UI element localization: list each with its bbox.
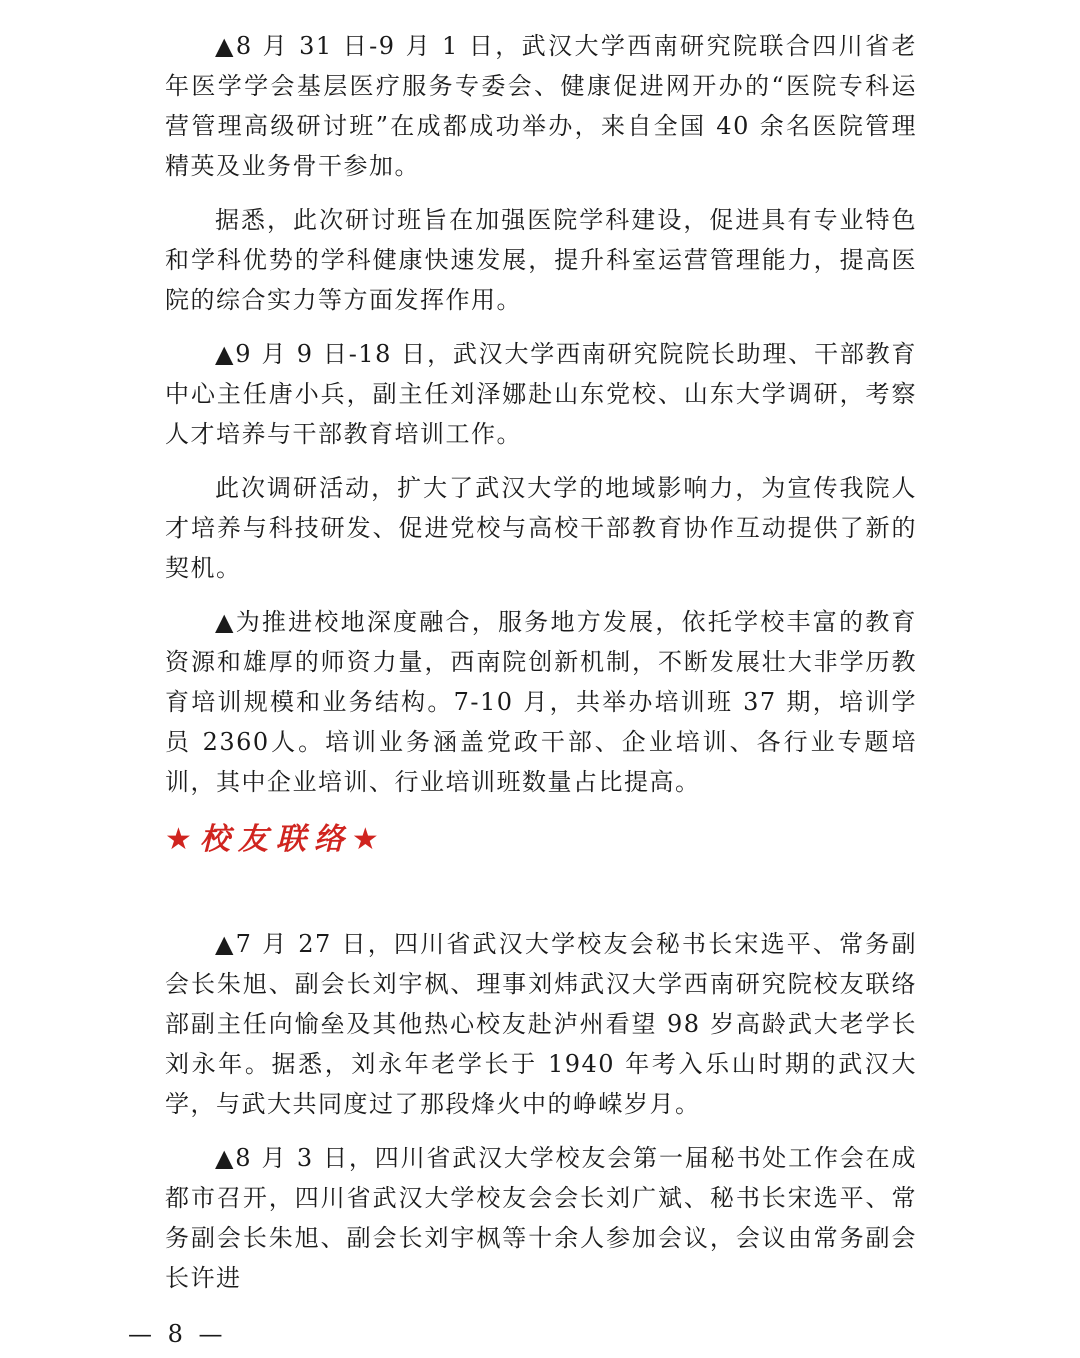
page-number: — 8 — [128,1320,227,1348]
paragraph-alumni-visit: ▲7 月 27 日，四川省武汉大学校友会秘书长宋选平、常务副会长朱旭、副会长刘宇枫、理事刘炜武汉大学西南研究院校友联络部副主任向愉垒及其他热心校友赴泸州看望 98 岁高龄武大老学长刘永年。据悉，刘永年老学长于 1940 年考入乐山时期的武汉大学，与武大共同度过了那段烽火中的峥嵘岁月。 [165,930,917,1118]
paragraph-research-impact: 此次调研活动，扩大了武汉大学的地域影响力，为宣传我院人才培养与科技研发、促进党校与高校干部教育协作互动提供了新的契机。 [165,474,917,582]
paragraph-alumni-meeting: ▲8 月 3 日，四川省武汉大学校友会第一届秘书处工作会在成都市召开，四川省武汉大学校友会会长刘广斌、秘书长宋选平、常务副会长朱旭、副会长刘宇枫等十余人参加会议，会议由常务副会长许进 [165,1144,917,1292]
paragraph-training-stats: ▲为推进校地深度融合，服务地方发展，依托学校丰富的教育资源和雄厚的师资力量，西南院创新机制，不断发展壮大非学历教育培训规模和业务结构。7-10 月，共举办培训班 37 期，培训学员 2360人。培训业务涵盖党政干部、企业培训、各行业专题培训，其中企业培训、行业培训班数量占比提高。 [165,608,917,796]
paragraph-shandong-research: ▲9 月 9 日-18 日，武汉大学西南研究院院长助理、干部教育中心主任唐小兵，副主任刘泽娜赴山东党校、山东大学调研，考察人才培养与干部教育培训工作。 [165,340,917,448]
paragraph-training-seminar: ▲8 月 31 日-9 月 1 日，武汉大学西南研究院联合四川省老年医学学会基层医疗服务专委会、健康促进网开办的“医院专科运营管理高级研讨班”在成都成功举办，来自全国 40 余名医院管理精英及业务骨干参加。 [165,32,917,180]
section-title-alumni: ★校友联络★ [165,822,387,857]
document-page [165,26,917,1298]
paragraph-seminar-purpose: 据悉，此次研讨班旨在加强医院学科建设，促进具有专业特色和学科优势的学科健康快速发展，提升科室运营管理能力，提高医院的综合实力等方面发挥作用。 [165,206,917,314]
section-alumni-header [165,802,917,924]
